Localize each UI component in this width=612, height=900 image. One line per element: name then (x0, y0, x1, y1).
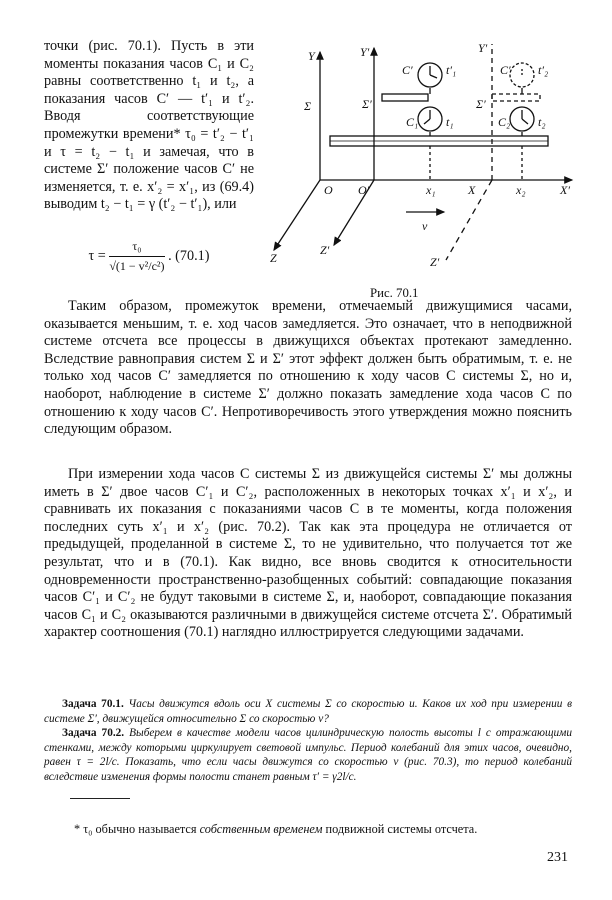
label-t-prime-1: t′₁ (446, 63, 457, 77)
footnote-emphasis: собственным временем (199, 822, 323, 836)
label-x1: x₁ (426, 183, 436, 197)
formula-numerator: τ₀ (109, 238, 164, 257)
footnote-rule (70, 798, 130, 799)
footnote-marker: * (74, 822, 81, 836)
label-t2: t₂ (538, 115, 546, 129)
label-v: v (422, 219, 428, 233)
formula-lhs: τ = (88, 247, 106, 264)
figure-caption: Рис. 70.1 (370, 286, 419, 300)
left-column (44, 38, 254, 278)
label-y-prime-2: Y′ (478, 41, 488, 55)
problem-70-2 (44, 726, 572, 784)
figure-70-1 (260, 40, 580, 290)
label-z: Z (270, 251, 277, 265)
left-paragraph: точки (рис. 70.1). Пусть в эти моменты показания часов C₁ и C₂ равны соответственно t₁ и t₂, а показания часов C′ — t′₁ и t′₂. Вводя соответствующие промежутки времени* τ₀ = t′₂ − t′₁ и τ = t₂ − t₁ и замечая, что в системе Σ′ положение часов C′ не изменяется, т. е. x′₂ = x′₁, из (69.4) выводим t₂ − t₁ = γ (t′₂ − t′₁), или (44, 38, 254, 213)
label-c2: C₂ (498, 115, 511, 129)
paragraph-1 (44, 298, 572, 439)
label-c-prime-2: C′ (500, 63, 511, 77)
label-x2: x₂ (516, 183, 526, 197)
formula-denominator: √(1 − v²/c²) (109, 258, 165, 273)
problem-70-1 (44, 697, 572, 726)
paragraph-1-text: Таким образом, промежуток времени, отмечаемый движущимися часами, оказывается меньшим, т. е. ход часов замедляется. Это означает, что в неподвижной системе отсчета все процессы в движущихся объектах протекают замедленно. Вследствие равноправия систем Σ и Σ′ этот эффект должен быть обратимым, т. е. не только ход часов C′ замедляется по отношению к ходу часов C системы Σ, но и, наоборот, наблюдение в системе Σ′ должно показать замедление хода часов C по отношению к ходу часов C′. Непротиворечивость этого утверждения можно пояснить следующим образом. (44, 298, 572, 438)
footnote-after: подвижной системы отсчета. (325, 822, 478, 836)
paragraph-2-text: При измерении хода часов C системы Σ из движущейся системы Σ′ мы должны иметь в Σ′ двое часов C′₁ и C′₂, расположенных в некоторых точках x′₁ и x′₂, и сравнивать их показания с показаниями часов C в те моменты, когда положения последних суть x′₁ и x′₂ (рис. 70.2). Так как эта процедура не отличается от предыдущей, проделанной в системе Σ, то не удивительно, что получается тот же результат, что и в (70.1). Как видно, все вновь сводится к относительности одновременности пространственно-разобщенных событий: совпадающие показания часов C′₁ и C′₂ не будут таковыми в системе Σ, и, наоборот, совпадающие показания часов C₁ и C₂ оказываются различными в движущейся системе отсчета Σ′. Обратимый характер соотношения (70.1) наглядно иллюстрируется следующими задачами. (44, 466, 572, 641)
label-sigma: Σ (304, 99, 312, 113)
label-x: X (468, 183, 476, 197)
label-z-prime-2: Z′ (430, 255, 440, 269)
label-x-prime: X′ (560, 183, 570, 197)
label-sigma-prime-1: Σ′ (362, 97, 372, 111)
formula-tag: . (70.1) (168, 247, 210, 264)
sigma-prime-rod-2 (492, 94, 540, 101)
label-z-prime-1: Z′ (320, 243, 330, 257)
page-number: 231 (547, 850, 568, 865)
label-t1: t₁ (446, 115, 454, 129)
footnote (74, 822, 574, 837)
problem-70-2-label: Задача 70.2. (62, 727, 125, 740)
formula-70-1 (44, 238, 254, 278)
label-sigma-prime-2: Σ′ (476, 97, 486, 111)
problem-70-1-label: Задача 70.1. (62, 698, 124, 710)
problem-70-2-text: Выберем в качестве модели часов цилиндрическую полость высоты l с отражающими стенками, между которыми циркулирует световой импульс. Период колебаний для этих часов, очевидно, равен τ = 2l/c. Показать, что если часы движутся со скоростью v (рис. 70.3), то период колебаний вследствие изменения формы полости станет равным τ′ = γ2l/c. (44, 727, 572, 783)
problems-block (44, 697, 572, 785)
label-y-prime-1: Y′ (360, 45, 370, 59)
label-c1: C₁ (406, 115, 419, 129)
label-c-prime-1: C′ (402, 63, 413, 77)
label-y: Y (308, 49, 315, 63)
footnote-before: τ₀ обычно называется (83, 822, 197, 836)
formula-fraction (109, 238, 164, 275)
z-axis (274, 180, 320, 250)
problem-70-1-text: Часы движутся вдоль оси X системы Σ со скоростью u. Каков их ход при измерении в системе Σ′, движущейся относительно Σ со скоростью v? (44, 698, 572, 725)
label-o: O (324, 183, 333, 197)
label-t-prime-2: t′₂ (538, 63, 549, 77)
sigma-prime-rod-1 (382, 94, 428, 101)
label-o-prime: O′ (358, 183, 370, 197)
paragraph-2 (44, 466, 572, 642)
